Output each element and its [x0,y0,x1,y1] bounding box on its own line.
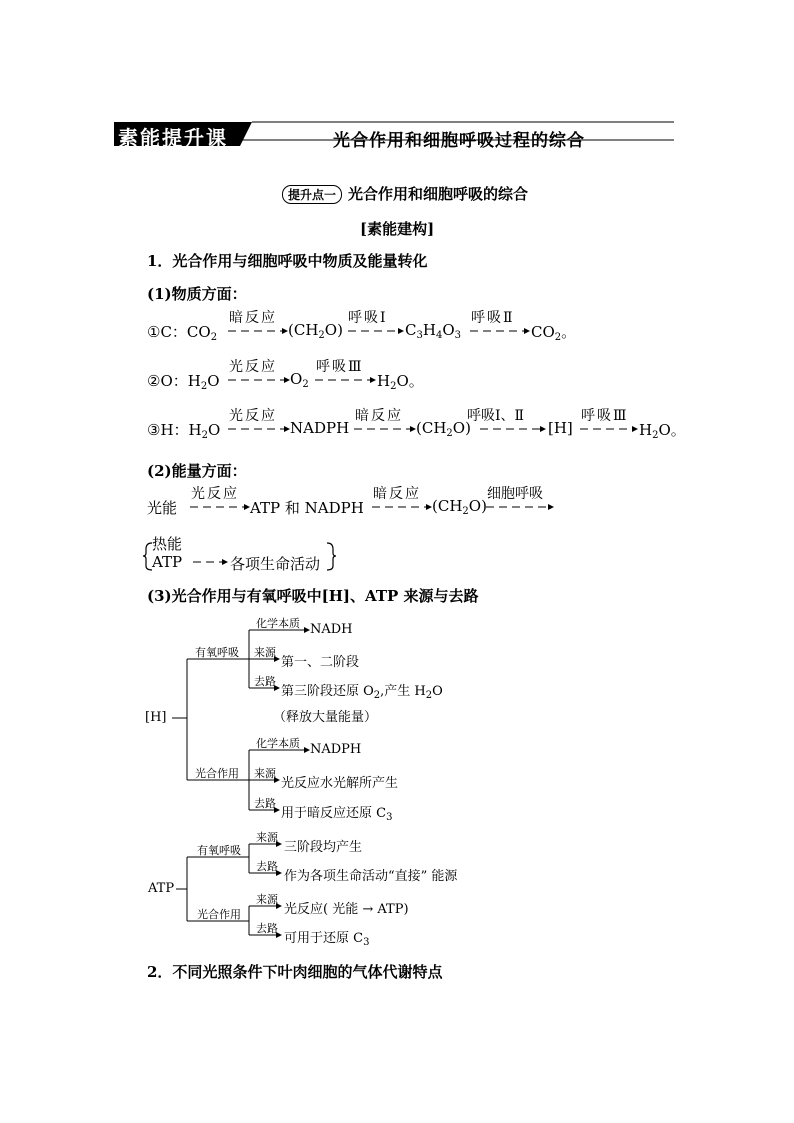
eq-h-arrow3-label: 呼吸Ⅰ、Ⅱ [467,408,525,424]
eq-c-prefix: ①C：$CO_2$ [147,323,218,343]
energy-arrow1-label: 光反应 [191,486,239,502]
energy-arrow2-label: 暗反应 [373,486,421,502]
eq-c-product3: $CO_2$。 [531,323,577,343]
header-title: 光合作用和细胞呼吸过程的综合 [333,131,585,151]
eq-c-arrow2-label: 呼吸Ⅰ [348,310,388,326]
tree-atp-dest1: 去路 [256,860,278,873]
energy-heading: (2)能量方面： [147,462,247,480]
eq-o-prefix: ②O：$H_2O$ [147,372,220,392]
tree-atp-photo: 光合作用 [197,908,241,921]
energy-start: 光能 [147,499,178,517]
tree-atp-dest2: 去路 [256,922,278,935]
tree-h-dest2-text: 用于暗反应还原 $C_3$ [281,806,393,823]
energy-arrow3-label: 细胞呼吸 [487,486,543,502]
header-label: 素能提升课 [118,126,228,150]
eq-c-arrow1-label: 暗反应 [229,310,277,326]
tree-h-release: （释放大量能量） [273,710,378,725]
tree-h-src2-text: 光反应水光解所产生 [281,776,399,791]
eq-c-arrow3-label: 呼吸Ⅱ [471,310,515,326]
energy-product1: ATP 和 NADPH [250,499,364,517]
eq-h-product4: $H_2O$。 [639,421,686,441]
eq-h-arrow4-label: 呼吸Ⅲ [581,408,629,424]
tree-h-root: [H] [145,710,167,725]
energy-atp: ATP [152,553,183,571]
energy-product2: $(CH_2O)$ [432,497,487,517]
tree-h-chem2: 化学本质 [256,737,300,750]
tree-h-nadh: NADH [310,622,353,637]
eq-o-arrow1-label: 光反应 [229,359,277,375]
tree-atp-src1-text: 三阶段均产生 [284,840,363,855]
eq-h-product3: [H] [548,419,573,437]
tree-h-nadph: NADPH [310,742,362,757]
tree-h-photo: 光合作用 [195,767,239,780]
tree-atp-root: ATP [148,881,175,896]
tree-h-dest1: 去路 [254,675,276,688]
eq-c-product2: $C_3H_4O_3$ [405,321,462,341]
tree-atp-resp: 有氧呼吸 [197,844,241,857]
eq-o-arrow2-label: 呼吸Ⅲ [316,359,364,375]
left-brace [143,543,152,570]
arrow-heads [222,328,638,565]
tree-h-src1: 来源 [254,646,276,659]
eq-h-arrow1-label: 光反应 [229,408,277,424]
tree-h-chem1: 化学本质 [256,617,300,630]
construct-heading: [素能建构] [360,220,435,238]
tree-atp-dest2-text: 可用于还原 $C_3$ [284,931,370,948]
point-heading [282,183,528,204]
section2-heading: 2．不同光照条件下叶肉细胞的气体代谢特点 [147,963,443,981]
point-badge: 提升点一 [282,185,342,204]
tree-atp-src1: 来源 [256,831,278,844]
tree-h-resp: 有氧呼吸 [195,646,239,659]
energy-heat: 热能 [152,535,183,553]
section1-heading: 1．光合作用与细胞呼吸中物质及能量转化 [147,252,428,270]
point-title: 光合作用和细胞呼吸的综合 [348,185,529,203]
tree-h-dest1-text: 第三阶段还原 $O_2$,产生 $H_2O$ [281,684,443,701]
section3-heading: (3)光合作用与有氧呼吸中[H]、ATP 来源与去路 [147,587,479,605]
eq-h-prefix: ③H：$H_2O$ [147,421,221,441]
tree-atp-src2-text: 光反应( 光能 → ATP) [284,902,409,917]
eq-o-product2: $H_2O$。 [377,372,424,392]
eq-o-product1: $O_2$ [290,370,309,390]
eq-h-product1: NADPH [290,419,350,437]
material-heading: (1)物质方面： [147,285,247,303]
eq-c-product1: $(CH_2O)$ [288,321,343,341]
right-brace [327,543,336,570]
tree-h-src1-text: 第一、二阶段 [281,655,360,670]
tree-h-src2: 来源 [254,767,276,780]
tree-atp-src2: 来源 [256,893,278,906]
tree-atp-dest1-text: 作为各项生命活动“直接” 能源 [284,869,458,884]
eq-h-product2: $(CH_2O)$ [416,419,471,439]
eq-h-arrow2-label: 暗反应 [355,408,403,424]
energy-life: 各项生命活动 [230,555,321,573]
tree-h-dest2: 去路 [254,797,276,810]
